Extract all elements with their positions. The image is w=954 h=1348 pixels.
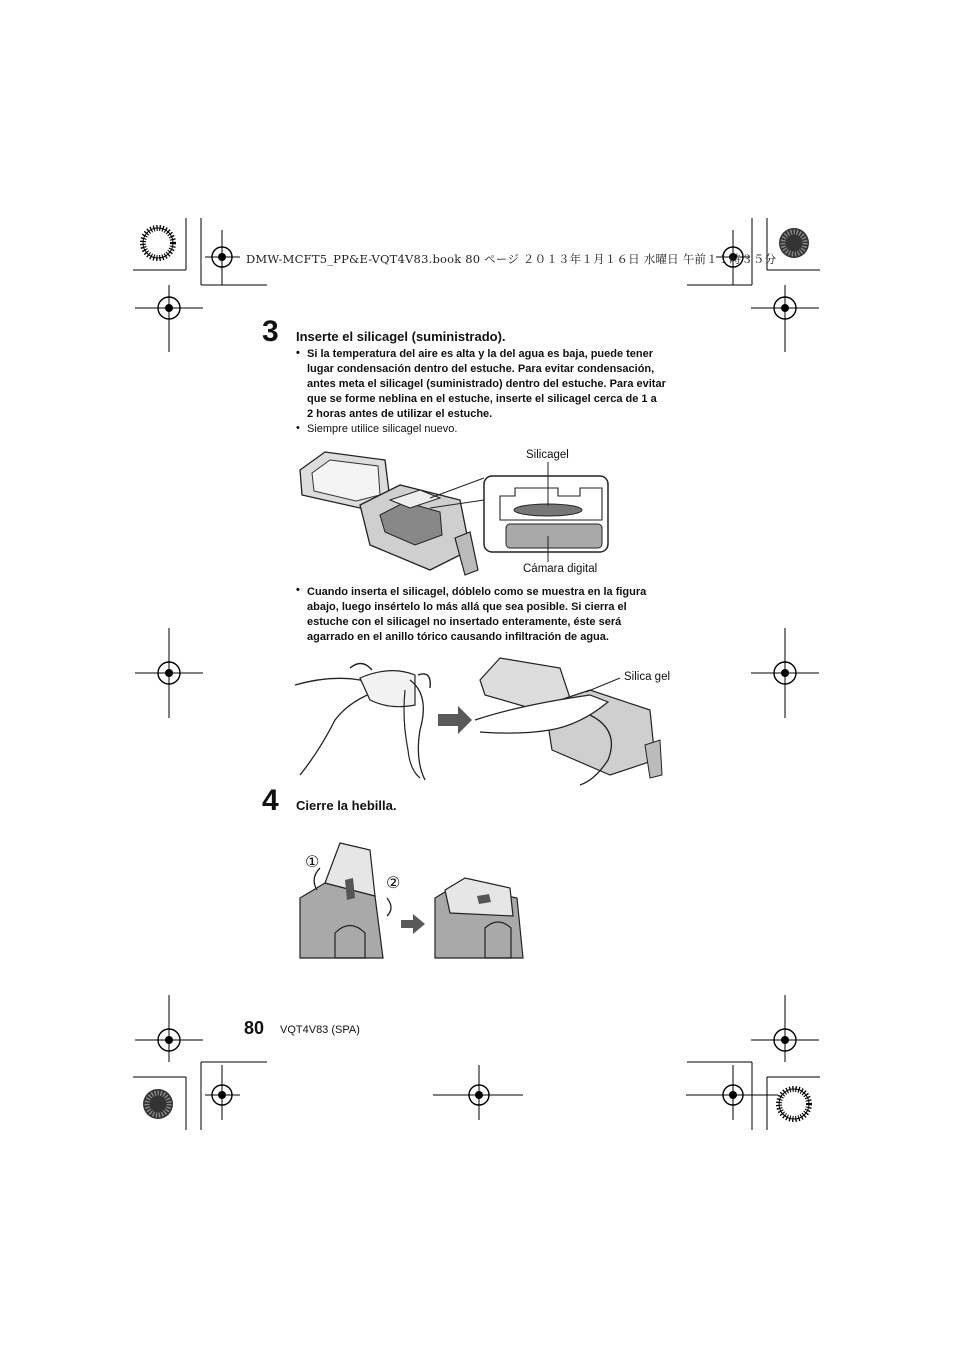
step-4-title: Cierre la hebilla.	[296, 798, 397, 813]
step-marker-2: ②	[386, 875, 401, 892]
bullet-marker: •	[296, 347, 300, 359]
step-3-number: 3	[262, 315, 279, 348]
figure-close-buckle	[295, 838, 555, 963]
label-silicagel: Silicagel	[526, 449, 569, 461]
label-camara-digital: Cámara digital	[523, 563, 598, 575]
book-header: DMW-MCFT5_PP&E-VQT4V83.book 80 ページ ２０１３年１月１６日 水曜日 午前１１時３５分	[246, 252, 777, 266]
step-3-bullet-3: Cuando inserta el silicagel, dóblelo como se muestra en la figura abajo, luego insértelo lo más allá que sea posible. Si cierra el estuche con el silicagel no insertado enteramente, éste será agarrado en el anillo tórico causando infiltración de agua.	[307, 586, 647, 643]
step-3-title: Inserte el silicagel (suministrado).	[296, 329, 506, 344]
step-4-number: 4	[262, 784, 279, 817]
step-marker-1: ①	[305, 854, 320, 871]
page-code: VQT4V83 (SPA)	[280, 1024, 360, 1036]
step-3-bullet-1: Si la temperatura del aire es alta y la del agua es baja, puede tener lugar condensación dentro del estuche. Para evitar condensación, antes meta el silicagel (suministrado) dentro del estuche. Para evitar que se forme neblina en el estuche, inserte el silicagel cerca de 1 a 2 horas antes de utilizar el estuche.	[307, 348, 666, 420]
bullet-marker: •	[296, 584, 300, 596]
label-silica-gel: Silica gel	[624, 671, 671, 683]
bullet-marker: •	[296, 422, 300, 434]
step-3-bullet-2: Siempre utilice silicagel nuevo.	[307, 423, 458, 435]
page-number: 80	[244, 1018, 265, 1038]
